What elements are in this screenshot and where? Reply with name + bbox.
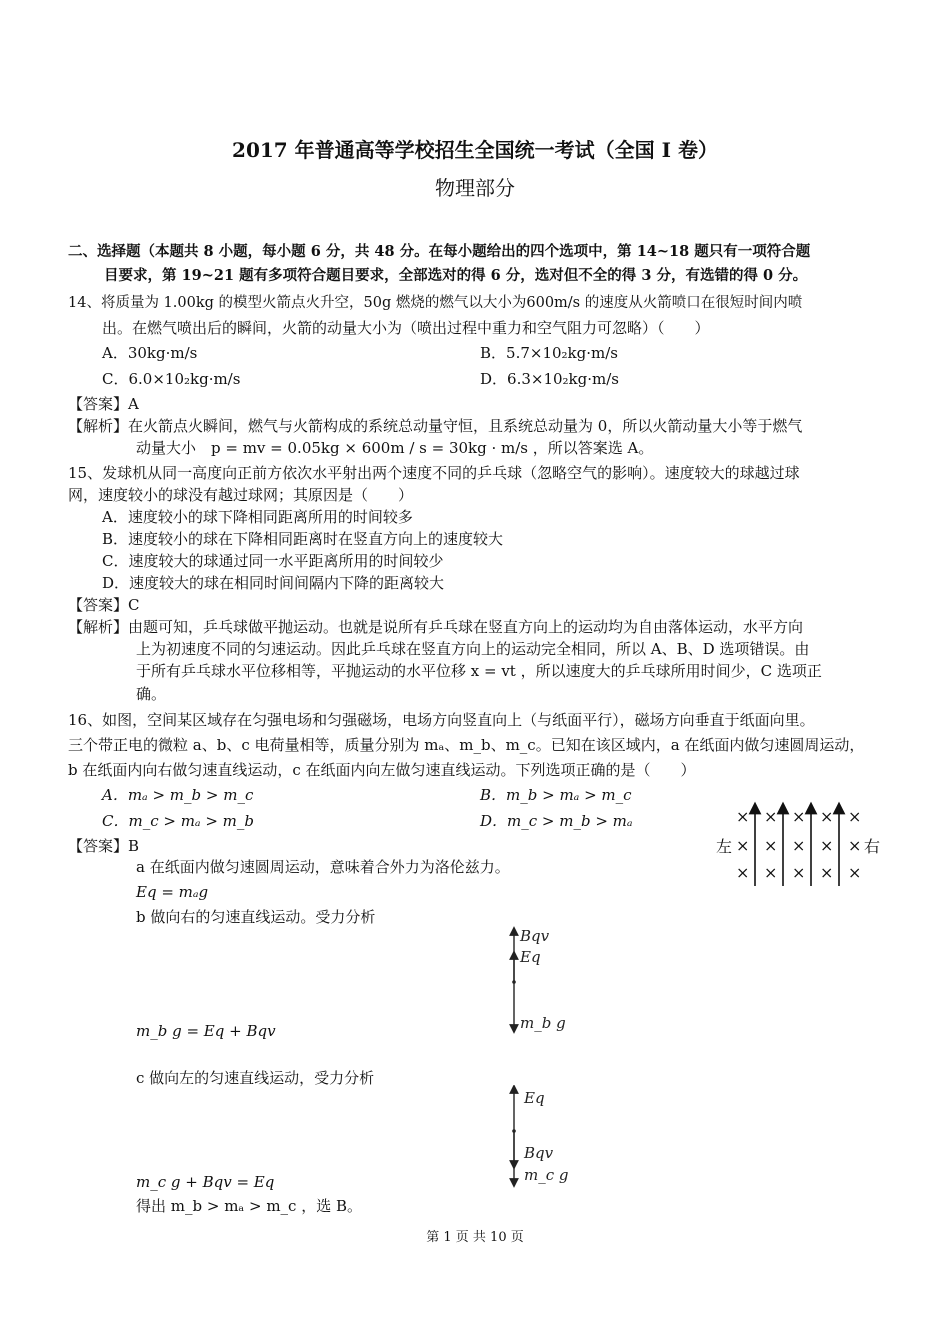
svg-text:×: × — [820, 836, 834, 855]
svg-text:×: × — [764, 863, 778, 882]
svg-text:×: × — [792, 836, 806, 855]
page-footer: 第 1 页 共 10 页 — [426, 1230, 524, 1245]
q16-option-d: D．m_c > m_b > mₐ — [480, 812, 633, 830]
force-diagram-c — [500, 1085, 580, 1190]
svg-text:×: × — [764, 807, 778, 826]
q16-option-c: C．m_c > mₐ > m_b — [102, 812, 254, 830]
force-b-bqv-label: Bqv — [520, 927, 550, 945]
q15-explanation-line2: 上为初速度不同的匀速运动。因此乒乓球在竖直方向上的运动完全相同，所以 A、B、D 选项错误。由 — [136, 640, 810, 658]
q14-explanation-line2: 动量大小 p = mv = 0.05kg × 600m / s = 30kg · m/s ，所以答案选 A。 — [136, 439, 654, 457]
q14-answer: 【答案】A — [68, 395, 139, 413]
q16-equation-b: m_b g = Eq + Bqv — [136, 1022, 276, 1040]
section-instructions-line1: 二、选择题（本题共 8 小题，每小题 6 分，共 48 分。在每小题给出的四个选项中，第 14~18 题只有一项符合题 — [68, 243, 811, 260]
q16-option-a: A．mₐ > m_b > m_c — [102, 786, 254, 804]
force-diagram-b — [500, 925, 580, 1035]
q16-stem-line2: 三个带正电的微粒 a、b、c 电荷量相等，质量分别为 mₐ、m_b、m_c。已知在该区域内，a 在纸面内做匀速圆周运动， — [68, 736, 865, 754]
q16-stem-line1: 16、如图，空间某区域存在匀强电场和匀强磁场，电场方向竖直向上（与纸面平行），磁场方向垂直于纸面向里。 — [68, 711, 815, 729]
svg-text:×: × — [736, 807, 750, 826]
q15-stem-line1: 15、发球机从同一高度向正前方依次水平射出两个速度不同的乒乓球（忽略空气的影响）。速度较大的球越过球 — [68, 464, 800, 482]
q16-solution-c: c 做向左的匀速直线运动，受力分析 — [136, 1069, 375, 1087]
force-c-mg-label: m_c g — [524, 1166, 569, 1184]
force-b-mg-label: m_b g — [520, 1014, 566, 1032]
force-c-eq-label: Eq — [524, 1089, 545, 1107]
field-diagram — [710, 800, 890, 890]
svg-text:×: × — [820, 807, 834, 826]
q15-option-a: A．速度较小的球下降相同距离所用的时间较多 — [102, 508, 413, 526]
q16-solution-a: a 在纸面内做匀速圆周运动，意味着合外力为洛伦兹力。 — [136, 858, 510, 876]
q14-explanation-line1: 【解析】在火箭点火瞬间，燃气与火箭构成的系统总动量守恒，且系统总动量为 0，所以火箭动量大小等于燃气 — [68, 417, 803, 435]
q15-answer: 【答案】C — [68, 596, 140, 614]
q16-equation-c: m_c g + Bqv = Eq — [136, 1173, 275, 1191]
q15-explanation-line3: 于所有乒乓球水平位移相等，平抛运动的水平位移 x = vt ，所以速度大的乒乓球所用时间少，C 选项正 — [136, 662, 822, 680]
q16-solution-b: b 做向右的匀速直线运动。受力分析 — [136, 908, 376, 926]
page-subtitle: 物理部分 — [435, 176, 515, 200]
q14-option-a: A．30kg·m/s — [102, 344, 198, 362]
q15-explanation-line1: 【解析】由题可知，乒乓球做平抛运动。也就是说所有乒乓球在竖直方向上的运动均为自由落体运动，水平方向 — [68, 618, 804, 636]
q15-explanation-line4: 确。 — [136, 685, 167, 703]
q16-answer: 【答案】B — [68, 837, 140, 855]
q16-option-b: B．m_b > mₐ > m_c — [480, 786, 632, 804]
svg-text:×: × — [792, 863, 806, 882]
left-label: 左 — [716, 837, 733, 856]
right-label: 右 — [864, 837, 881, 856]
svg-text:×: × — [736, 836, 750, 855]
q16-stem-line3: b 在纸面内向右做匀速直线运动，c 在纸面内向左做匀速直线运动。下列选项正确的是（ ） — [68, 761, 696, 779]
q14-option-c: C．6.0×10₂kg·m/s — [102, 370, 241, 388]
section-instructions-line2: 目要求，第 19~21 题有多项符合题目要求，全部选对的得 6 分，选对但不全的得 3 分，有选错的得 0 分。 — [104, 267, 808, 284]
svg-text:×: × — [764, 836, 778, 855]
q14-stem-line1: 14、将质量为 1.00kg 的模型火箭点火升空，50g 燃烧的燃气以大小为600m/s 的速度从火箭喷口在很短时间内喷 — [68, 295, 803, 311]
q14-option-d: D．6.3×10₂kg·m/s — [480, 370, 619, 388]
q15-option-b: B．速度较小的球在下降相同距离时在竖直方向上的速度较大 — [102, 530, 504, 548]
svg-text:×: × — [848, 863, 862, 882]
q16-conclusion: 得出 m_b > mₐ > m_c ，选 B。 — [136, 1197, 362, 1215]
svg-text:×: × — [792, 807, 806, 826]
q15-stem-line2: 网，速度较小的球没有越过球网；其原因是（ ） — [68, 486, 414, 504]
page-title: 2017 年普通高等学校招生全国统一考试（全国 I 卷） — [232, 138, 718, 162]
q14-option-b: B．5.7×10₂kg·m/s — [480, 344, 618, 362]
q16-equation-a: Eq = mₐg — [136, 883, 209, 901]
svg-text:×: × — [848, 807, 862, 826]
q15-option-d: D．速度较大的球在相同时间间隔内下降的距离较大 — [102, 574, 445, 592]
q15-option-c: C．速度较大的球通过同一水平距离所用的时间较少 — [102, 552, 444, 570]
force-c-bqv-label: Bqv — [524, 1144, 554, 1162]
svg-text:×: × — [820, 863, 834, 882]
svg-text:×: × — [848, 836, 862, 855]
force-b-eq-label: Eq — [520, 948, 541, 966]
svg-text:×: × — [736, 863, 750, 882]
q14-stem-line2: 出。在燃气喷出后的瞬间，火箭的动量大小为（喷出过程中重力和空气阻力可忽略）（ ） — [102, 319, 710, 337]
